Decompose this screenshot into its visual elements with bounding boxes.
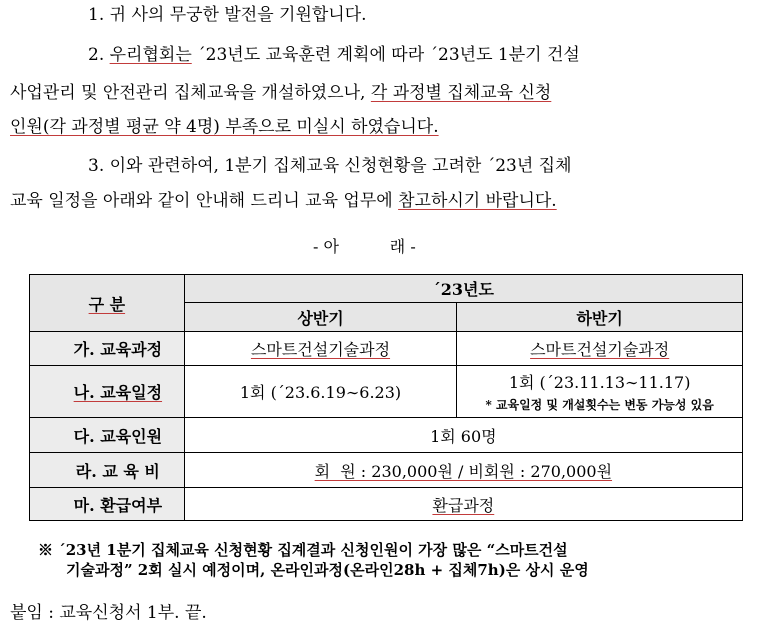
schedule-second-half-text: 1회 (´23.11.13∼11.17) <box>508 373 691 392</box>
paragraph-3-line-2 <box>10 190 557 212</box>
course-first-half <box>184 332 457 366</box>
col-label-text: 구 분 <box>88 294 126 314</box>
below-heading: - 아 래 - <box>313 237 416 256</box>
fee-value-text: 회 원 : 230,000원 / 비회원 : 270,000원 <box>314 461 613 481</box>
course-second-half-text: 스마트건설기술과정 <box>530 340 670 359</box>
year-header: ´23년도 <box>184 275 742 303</box>
underlined-segment: 우리협회는 <box>109 45 192 65</box>
paragraph-1: 1. 귀 사의 무궁한 발전을 기원합니다. <box>88 5 367 25</box>
paragraph-2-line-1 <box>88 44 742 66</box>
fee-label: 라. 교 육 비 <box>30 453 185 488</box>
first-half-header: 상반기 <box>184 303 457 332</box>
underlined-segment: 참고하시기 바랍니다. <box>398 191 557 211</box>
paragraph-2-line-2 <box>10 82 551 104</box>
people-label: 다. 교육인원 <box>30 418 185 453</box>
refund-value-text: 환급과정 <box>432 495 495 515</box>
refund-value <box>184 488 742 521</box>
refund-label: 마. 환급여부 <box>30 488 185 521</box>
schedule-label <box>30 366 185 418</box>
text-segment: 교육 일정을 아래와 같이 안내해 드리니 교육 업무에 <box>10 191 399 211</box>
col-label-header <box>30 275 185 332</box>
schedule-note: * 교육일정 및 개설횟수는 변동 가능성 있음 <box>485 398 714 412</box>
fee-value <box>184 453 742 488</box>
footnote-line-2: 기술과정” 2회 실시 예정이며, 온라인과정(온라인28h + 집체7h)은 상시 운영 <box>66 561 589 579</box>
schedule-label-text: 나. 교육일정 <box>73 383 163 402</box>
underlined-segment: 인원(각 과정별 평균 약 4명) 부족으로 미실시 하였습니다. <box>10 117 439 137</box>
second-half-header: 하반기 <box>457 303 743 332</box>
course-second-half <box>457 332 743 366</box>
course-label: 가. 교육과정 <box>30 332 185 366</box>
footnote <box>38 540 589 580</box>
paragraph-3-line-1: 3. 이와 관련하여, 1분기 집체교육 신청현황을 고려한 ´23년 집체 <box>88 156 572 176</box>
paragraph-2-line-3 <box>10 116 439 138</box>
text-segment: 2. <box>88 45 110 65</box>
footnote-line-1: ※ ´23년 1분기 집체교육 신청현황 집계결과 신청인원이 가장 많은 “스마트건설 <box>38 541 568 559</box>
schedule-second-half <box>457 366 743 418</box>
underlined-segment: 각 과정별 집체교육 신청 <box>370 83 552 103</box>
course-first-half-text: 스마트건설기술과정 <box>250 340 391 359</box>
people-value: 1회 60명 <box>184 418 742 453</box>
text-segment: 사업관리 및 안전관리 집체교육을 개설하였으나, <box>10 83 371 103</box>
schedule-first-half: 1회 (´23.6.19∼6.23) <box>184 366 457 418</box>
text-segment: ´23년도 교육훈련 계획에 따라 ´23년도 1분기 건설 <box>191 45 580 65</box>
attachment-line: 붙임 : 교육신청서 1부. 끝. <box>10 603 207 623</box>
education-schedule-table <box>29 274 743 521</box>
